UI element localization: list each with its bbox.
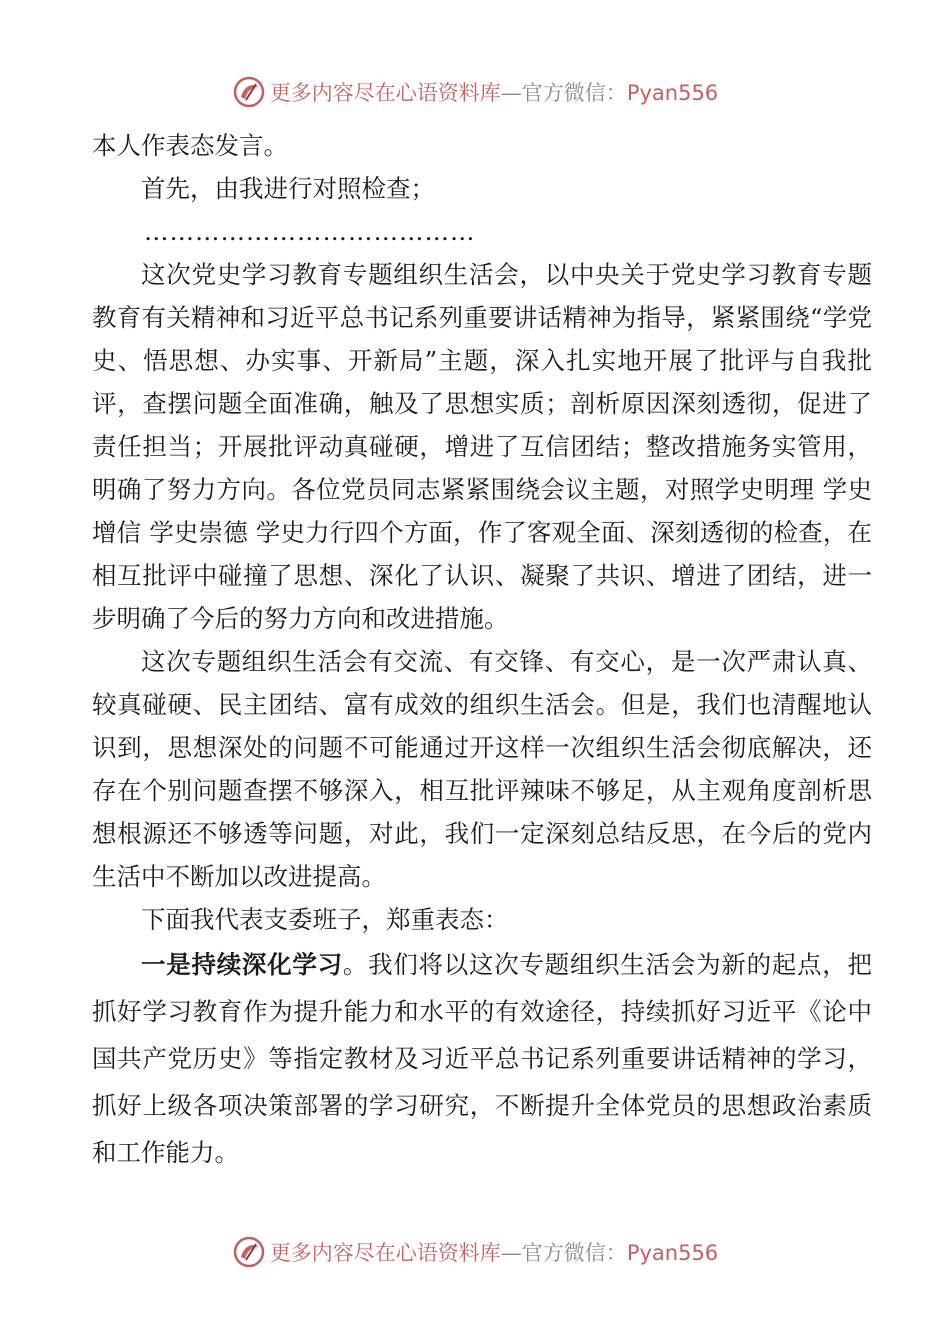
paragraph-statement: 下面我代表支委班子，郑重表态：: [141, 905, 509, 934]
logo-icon: [232, 1235, 266, 1269]
watermark-footer: [0, 1232, 950, 1272]
watermark-text: 更多内容尽在心语资料库—官方微信：Pyan556: [269, 1241, 719, 1265]
document-body: [92, 124, 872, 1176]
paragraph-check: 首先，由我进行对照检查；: [141, 174, 435, 203]
point-one-body: 。我们将以这次专题组织生活会为新的起点，把抓好学习教育作为提升能力和水平的有效途径，持续抓好习近平《论中国共产党历史》等指定教材及习近平总书记系列重要讲话精神的学习，抓好上级各项决策部署的学习研究，不断提升全体党员的思想政治素质和工作能力。: [92, 950, 873, 1167]
watermark-header: [0, 72, 950, 112]
point-one-heading: 一是持续深化学习: [141, 950, 343, 979]
paragraph-ellipsis: …………………………………: [144, 217, 476, 246]
paragraph-summary: 这次党史学习教育专题组织生活会，以中央关于党史学习教育专题教育有关精神和习近平总书记系列重要讲话精神为指导，紧紧围绕“学党史、悟思想、办实事、开新局”主题，深入扎实地开展了批评与自我批评，查摆问题全面准确，触及了思想实质；剖析原因深刻透彻，促进了责任担当；开展批评动真碰硬，增进了互信团结；整改措施务实管用，明确了努力方向。各位党员同志紧紧围绕会议主题，对照学史明理 学史增信 学史崇德 学史力行四个方面，作了客观全面、深刻透彻的检查，在相互批评中碰撞了思想、深化了认识、凝聚了共识、增进了团结，进一步明确了今后的努力方向和改进措施。: [92, 260, 872, 633]
logo-icon: [232, 75, 266, 109]
watermark-text: 更多内容尽在心语资料库—官方微信：Pyan556: [269, 81, 719, 105]
paragraph-point-one: [92, 941, 872, 1176]
paragraph-reflection: 这次专题组织生活会有交流、有交锋、有交心，是一次严肃认真、较真碰硬、民主团结、富有成效的组织生活会。但是，我们也清醒地认识到，思想深处的问题不可能通过开这样一次组织生活会彻底解决，还存在个别问题查摆不够深入，相互批评辣味不够足，从主观角度剖析思想根源还不够透等问题，对此，我们一定深刻总结反思，在今后的党内生活中不断加以改进提高。: [92, 647, 872, 891]
paragraph-intro: 本人作表态发言。: [92, 131, 288, 160]
